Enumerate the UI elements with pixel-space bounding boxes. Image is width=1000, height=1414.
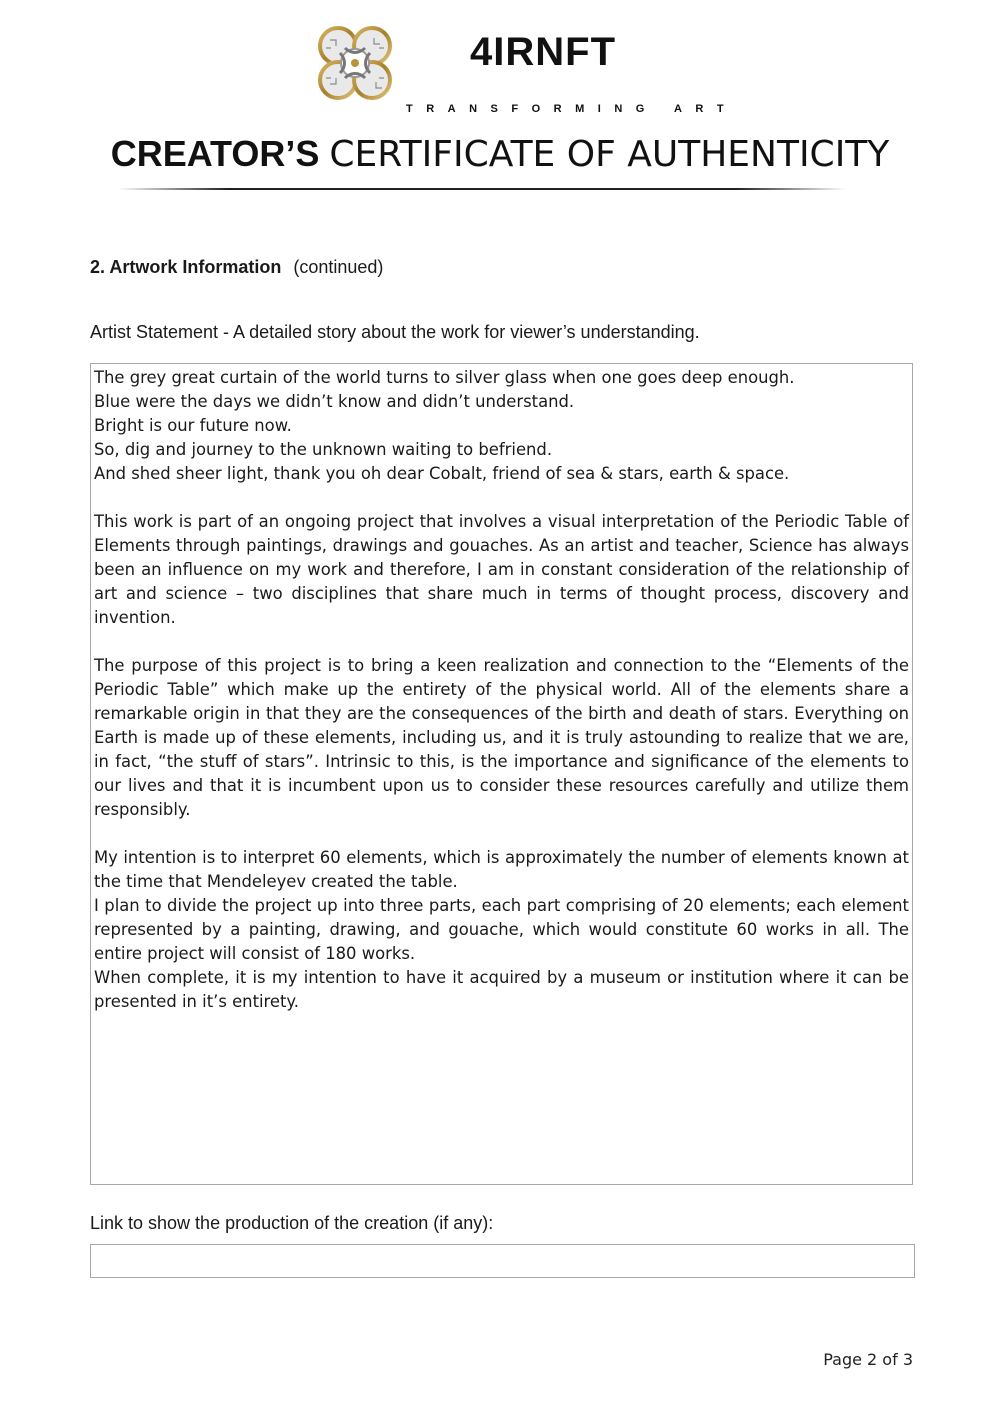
certificate-title xyxy=(0,133,1000,175)
statement-paragraph: This work is part of an ongoing project that involves a visual interpretation of the Periodic Table of Elements through paintings, drawings and gouaches. As an artist and teacher, Science has always been an influence on my work and therefore, I am in constant consideration of the relationship of art and science – two disciplines that share much in terms of thought process, discovery and invention. xyxy=(94,512,909,627)
production-link-label: Link to show the production of the creation (if any): xyxy=(90,1213,494,1233)
poem-line: And shed sheer light, thank you oh dear Cobalt, friend of sea & stars, earth & space. xyxy=(94,464,790,483)
statement-sentence: I plan to divide the project up into three parts, each part comprising of 20 elements; each element represented by a painting, drawing, and gouache, which would constitute 60 works in all. The entire project will consist of 180 works. xyxy=(94,896,909,963)
section-heading-text: 2. Artwork Information xyxy=(90,257,282,277)
statement-poem xyxy=(94,366,909,486)
statement-sentence: When complete, it is my intention to have it acquired by a museum or institution where it can be presented in it’s entirety. xyxy=(94,968,909,1011)
certificate-title-rest: CERTIFICATE OF AUTHENTICITY xyxy=(329,134,890,175)
page-number: Page 2 of 3 xyxy=(823,1350,913,1369)
brand-tagline: TRANSFORMING ART xyxy=(406,103,738,115)
poem-line: The grey great curtain of the world turns to silver glass when one goes deep enough. xyxy=(94,368,795,387)
artist-statement-field[interactable] xyxy=(90,363,913,1185)
brand-name: 4IRNFT xyxy=(470,30,616,74)
certificate-title-bold: CREATOR’S xyxy=(110,133,320,174)
statement-paragraph-group xyxy=(94,846,909,1014)
artist-statement-label: Artist Statement - A detailed story about the work for viewer’s understanding. xyxy=(90,322,700,342)
poem-line: Bright is our future now. xyxy=(94,416,292,435)
infinity-knot-logo-icon xyxy=(316,24,394,102)
poem-line: So, dig and journey to the unknown waiting to befriend. xyxy=(94,440,553,459)
section-heading-suffix: (continued) xyxy=(293,257,384,277)
production-link-field[interactable] xyxy=(90,1244,915,1278)
poem-line: Blue were the days we didn’t know and didn’t understand. xyxy=(94,392,575,411)
statement-sentence: My intention is to interpret 60 elements, which is approximately the number of elements known at the time that Mendeleyev created the table. xyxy=(94,848,909,891)
header-logo xyxy=(316,24,738,115)
section-heading xyxy=(90,257,383,278)
title-divider xyxy=(118,188,846,190)
statement-paragraph: The purpose of this project is to bring a keen realization and connection to the “Elements of the Periodic Table” which make up the entirety of the physical world. All of the elements share a remarkable origin in that they are the consequences of the birth and death of stars. Everything on Earth is made up of these elements, including us, and it is truly astounding to realize that we are, in fact, “the stuff of stars”. Intrinsic to this, is the importance and significance of the elements to our lives and that it is incumbent upon us to consider these resources carefully and utilize them responsibly. xyxy=(94,656,909,819)
